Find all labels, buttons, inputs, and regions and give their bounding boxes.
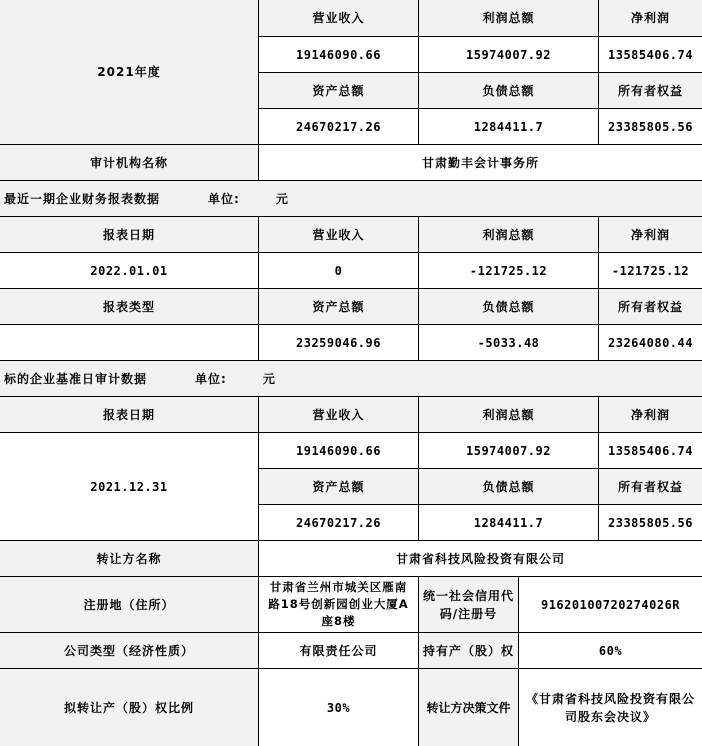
recent-header-date: 报表日期: [0, 216, 258, 252]
recent-header-type: 报表类型: [0, 288, 258, 324]
transfer-ratio-value: 30%: [258, 668, 418, 746]
decision-doc-value: 《甘肃省科技风险投资有限公司股东会决议》: [518, 668, 702, 746]
value-profit-total: 15974007.92: [418, 36, 598, 72]
recent-section-title: 最近一期企业财务报表数据: [4, 191, 161, 206]
base-value-equity: 23385805.56: [598, 504, 702, 540]
credit-code-label: 统一社会信用代码/注册号: [418, 576, 518, 632]
recent-value-date: 2022.01.01: [0, 252, 258, 288]
header-total-liabilities: 负债总额: [418, 72, 598, 108]
header-equity: 所有者权益: [598, 72, 702, 108]
base-header-revenue: 营业收入: [258, 396, 418, 432]
value-equity: 23385805.56: [598, 108, 702, 144]
base-header-total-assets: 资产总额: [258, 468, 418, 504]
decision-doc-label: 转让方决策文件: [418, 668, 518, 746]
audit-firm-value: 甘肃勤丰会计事务所: [258, 144, 702, 180]
recent-header-revenue: 营业收入: [258, 216, 418, 252]
value-total-liabilities: 1284411.7: [418, 108, 598, 144]
value-total-assets: 24670217.26: [258, 108, 418, 144]
transferor-name-label: 转让方名称: [0, 540, 258, 576]
recent-value-profit-total: -121725.12: [418, 252, 598, 288]
header-net-profit: 净利润: [598, 0, 702, 36]
recent-unit-value: 元: [275, 191, 289, 206]
recent-header-total-assets: 资产总额: [258, 288, 418, 324]
header-total-assets: 资产总额: [258, 72, 418, 108]
base-value-total-assets: 24670217.26: [258, 504, 418, 540]
base-value-revenue: 19146090.66: [258, 432, 418, 468]
company-type-label: 公司类型（经济性质）: [0, 632, 258, 668]
address-label: 注册地（住所）: [0, 576, 258, 632]
holding-equity-value: 60%: [518, 632, 702, 668]
base-header-equity: 所有者权益: [598, 468, 702, 504]
base-section-header: [0, 360, 702, 396]
base-value-total-liabilities: 1284411.7: [418, 504, 598, 540]
holding-equity-label: 持有产（股）权: [418, 632, 518, 668]
transferor-name-value: 甘肃省科技风险投资有限公司: [258, 540, 702, 576]
base-value-date: 2021.12.31: [0, 432, 258, 540]
base-value-profit-total: 15974007.92: [418, 432, 598, 468]
recent-value-equity: 23264080.44: [598, 324, 702, 360]
recent-value-total-liabilities: -5033.48: [418, 324, 598, 360]
base-header-total-liabilities: 负债总额: [418, 468, 598, 504]
company-type-value: 有限责任公司: [258, 632, 418, 668]
base-unit-value: 元: [262, 371, 276, 386]
base-value-net-profit: 13585406.74: [598, 432, 702, 468]
base-section-title: 标的企业基准日审计数据: [4, 371, 148, 386]
header-revenue: 营业收入: [258, 0, 418, 36]
base-header-net-profit: 净利润: [598, 396, 702, 432]
year-2021-label: 2021年度: [0, 0, 258, 144]
recent-header-total-liabilities: 负债总额: [418, 288, 598, 324]
value-revenue: 19146090.66: [258, 36, 418, 72]
recent-value-net-profit: -121725.12: [598, 252, 702, 288]
header-profit-total: 利润总额: [418, 0, 598, 36]
base-unit-label: 单位:: [195, 371, 227, 386]
base-header-profit-total: 利润总额: [418, 396, 598, 432]
recent-value-revenue: 0: [258, 252, 418, 288]
transfer-ratio-label: 拟转让产（股）权比例: [0, 668, 258, 746]
audit-firm-label: 审计机构名称: [0, 144, 258, 180]
credit-code-value: 91620100720274026R: [518, 576, 702, 632]
base-header-date: 报表日期: [0, 396, 258, 432]
recent-header-profit-total: 利润总额: [418, 216, 598, 252]
recent-section-header: [0, 180, 702, 216]
recent-header-equity: 所有者权益: [598, 288, 702, 324]
recent-unit-label: 单位:: [208, 191, 240, 206]
value-net-profit: 13585406.74: [598, 36, 702, 72]
recent-value-total-assets: 23259046.96: [258, 324, 418, 360]
recent-value-type: [0, 324, 258, 360]
recent-header-net-profit: 净利润: [598, 216, 702, 252]
address-value: 甘肃省兰州市城关区雁南路18号创新园创业大厦A座8楼: [258, 576, 418, 632]
